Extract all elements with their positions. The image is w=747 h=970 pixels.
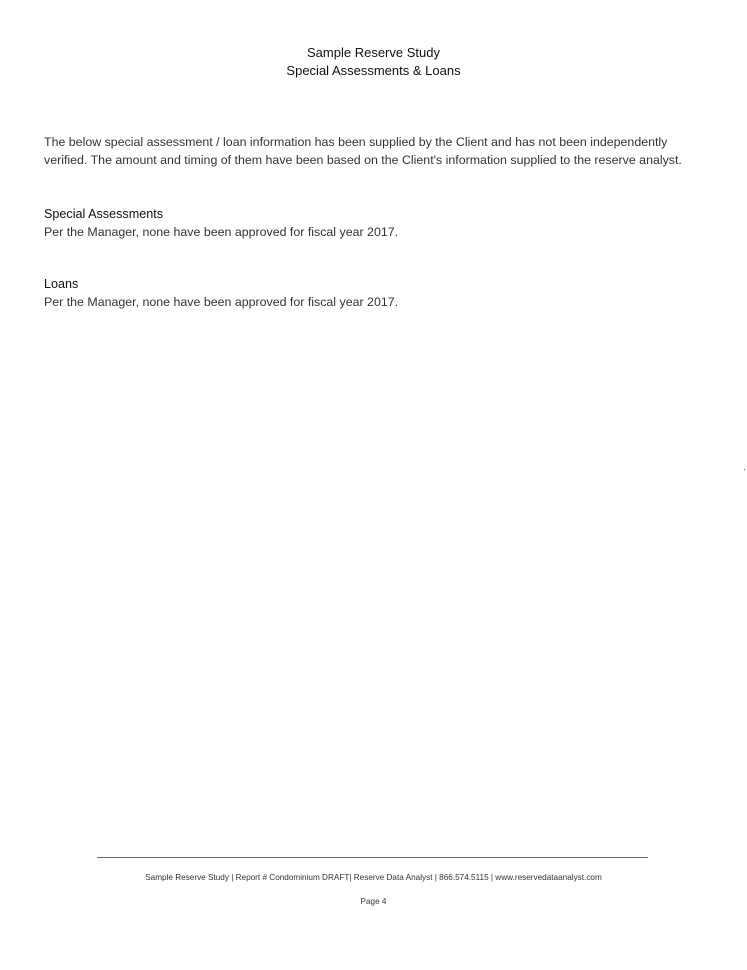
special-assessments-heading: Special Assessments [44, 207, 163, 221]
intro-paragraph: The below special assessment / loan information has been supplied by the Client and has not been independently verified. The amount and timing of them have been based on the Client's information supplied to the reserve analyst. [44, 135, 682, 167]
loans-heading: Loans [44, 277, 79, 291]
loans-section [44, 275, 704, 311]
footer-divider [97, 857, 648, 858]
page-header [0, 44, 747, 80]
page-number: Page 4 [360, 897, 387, 906]
footer-text: Sample Reserve Study | Report # Condominium DRAFT| Reserve Data Analyst | 866.574.5115 | www.reservedataanalyst.com [145, 873, 602, 882]
page-subtitle: Special Assessments & Loans [286, 63, 461, 78]
loans-body: Per the Manager, none have been approved for fiscal year 2017. [44, 295, 399, 309]
page-title: Sample Reserve Study [307, 45, 440, 60]
special-assessments-section [44, 205, 704, 241]
stray-mark [744, 469, 745, 470]
special-assessments-body: Per the Manager, none have been approved for fiscal year 2017. [44, 225, 399, 239]
